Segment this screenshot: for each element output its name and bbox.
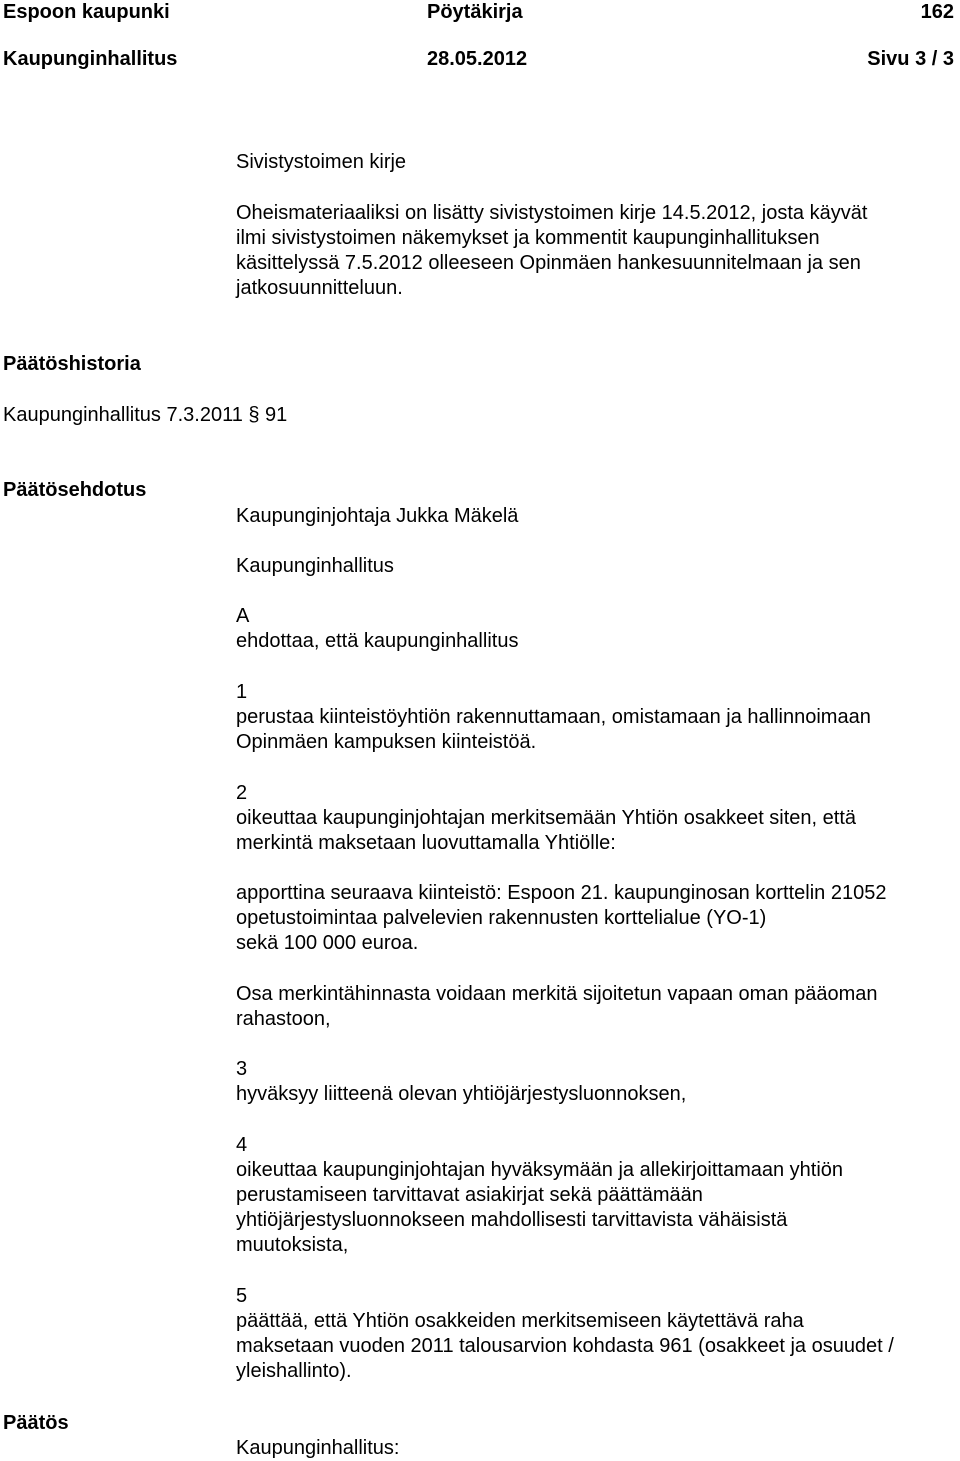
decision-body: Kaupunginhallitus: bbox=[236, 1437, 400, 1459]
item-number: 1 bbox=[236, 681, 248, 703]
item-number: 4 bbox=[236, 1134, 248, 1156]
item-text: opetustoimintaa palvelevien rakennusten korttelialue (YO-1) bbox=[236, 907, 767, 929]
item-number: 3 bbox=[236, 1058, 248, 1080]
item-text: rahastoon, bbox=[236, 1008, 331, 1030]
item-text: merkintä maksetaan luovuttamalla Yhtiölle: bbox=[236, 832, 616, 854]
proposal-a bbox=[236, 604, 954, 654]
proposal-heading: Päätösehdotus bbox=[3, 479, 147, 501]
item-text: hyväksyy liitteenä olevan yhtiöjärjestysluonnoksen, bbox=[236, 1083, 687, 1105]
item-text: oikeuttaa kaupunginjohtajan hyväksymään ja allekirjoittamaan yhtiön bbox=[236, 1159, 844, 1181]
proposal-item-1 bbox=[236, 680, 954, 755]
item-text: Osa merkintähinnasta voidaan merkitä sijoitetun vapaan oman pääoman bbox=[236, 983, 878, 1005]
header-body: Kaupunginhallitus bbox=[3, 48, 178, 70]
proposal-item-4 bbox=[236, 1133, 954, 1258]
header-date: 28.05.2012 bbox=[427, 48, 528, 70]
item-label: A bbox=[236, 605, 250, 627]
header-number: 162 bbox=[920, 1, 954, 23]
letter-line: käsittelyssä 7.5.2012 olleeseen Opinmäen hankesuunnitelmaan ja sen bbox=[236, 252, 861, 274]
proposer: Kaupunginjohtaja Jukka Mäkelä bbox=[236, 505, 519, 527]
item-number: 5 bbox=[236, 1285, 248, 1307]
decision-heading: Päätös bbox=[3, 1412, 69, 1434]
proposal-item-3 bbox=[236, 1057, 954, 1107]
item-text: päättää, että Yhtiön osakkeiden merkitsemiseen käytettävä raha bbox=[236, 1310, 804, 1332]
header-page: Sivu 3 / 3 bbox=[867, 48, 954, 70]
proposal-body: Kaupunginhallitus bbox=[236, 555, 394, 577]
item-number: 2 bbox=[236, 782, 248, 804]
item-text: yleishallinto). bbox=[236, 1360, 352, 1382]
letter-line: ilmi sivistystoimen näkemykset ja kommentit kaupunginhallituksen bbox=[236, 227, 820, 249]
proposal-item-2-contribution bbox=[236, 881, 954, 956]
history-heading: Päätöshistoria bbox=[3, 353, 141, 375]
item-text: sekä 100 000 euroa. bbox=[236, 932, 419, 954]
item-text: muutoksista, bbox=[236, 1234, 349, 1256]
item-text: maksetaan vuoden 2011 talousarvion kohdasta 961 (osakkeet ja osuudet / bbox=[236, 1335, 894, 1357]
item-text: perustamiseen tarvittavat asiakirjat sekä päättämään bbox=[236, 1184, 703, 1206]
letter-paragraph bbox=[236, 201, 954, 301]
item-text: perustaa kiinteistöyhtiön rakennuttamaan, omistamaan ja hallinnoimaan bbox=[236, 706, 871, 728]
item-text: yhtiöjärjestysluonnokseen mahdollisesti tarvittavista vähäisistä bbox=[236, 1209, 788, 1231]
header-doc-type: Pöytäkirja bbox=[427, 1, 523, 23]
letter-line: Oheismateriaaliksi on lisätty sivistystoimen kirje 14.5.2012, josta käyvät bbox=[236, 202, 868, 224]
item-text: ehdottaa, että kaupunginhallitus bbox=[236, 630, 519, 652]
proposal-item-2 bbox=[236, 781, 954, 856]
item-text: apporttina seuraava kiinteistö: Espoon 21. kaupunginosan korttelin 21052 bbox=[236, 882, 887, 904]
item-text: Opinmäen kampuksen kiinteistöä. bbox=[236, 731, 537, 753]
proposal-item-5 bbox=[236, 1284, 954, 1384]
proposal-item-2-note bbox=[236, 982, 954, 1032]
letter-line: jatkosuunnitteluun. bbox=[236, 277, 403, 299]
letter-title: Sivistystoimen kirje bbox=[236, 151, 407, 173]
header-municipality: Espoon kaupunki bbox=[3, 1, 170, 23]
item-text: oikeuttaa kaupunginjohtajan merkitsemään Yhtiön osakkeet siten, että bbox=[236, 807, 857, 829]
history-ref: Kaupunginhallitus 7.3.2011 § 91 bbox=[3, 404, 288, 426]
